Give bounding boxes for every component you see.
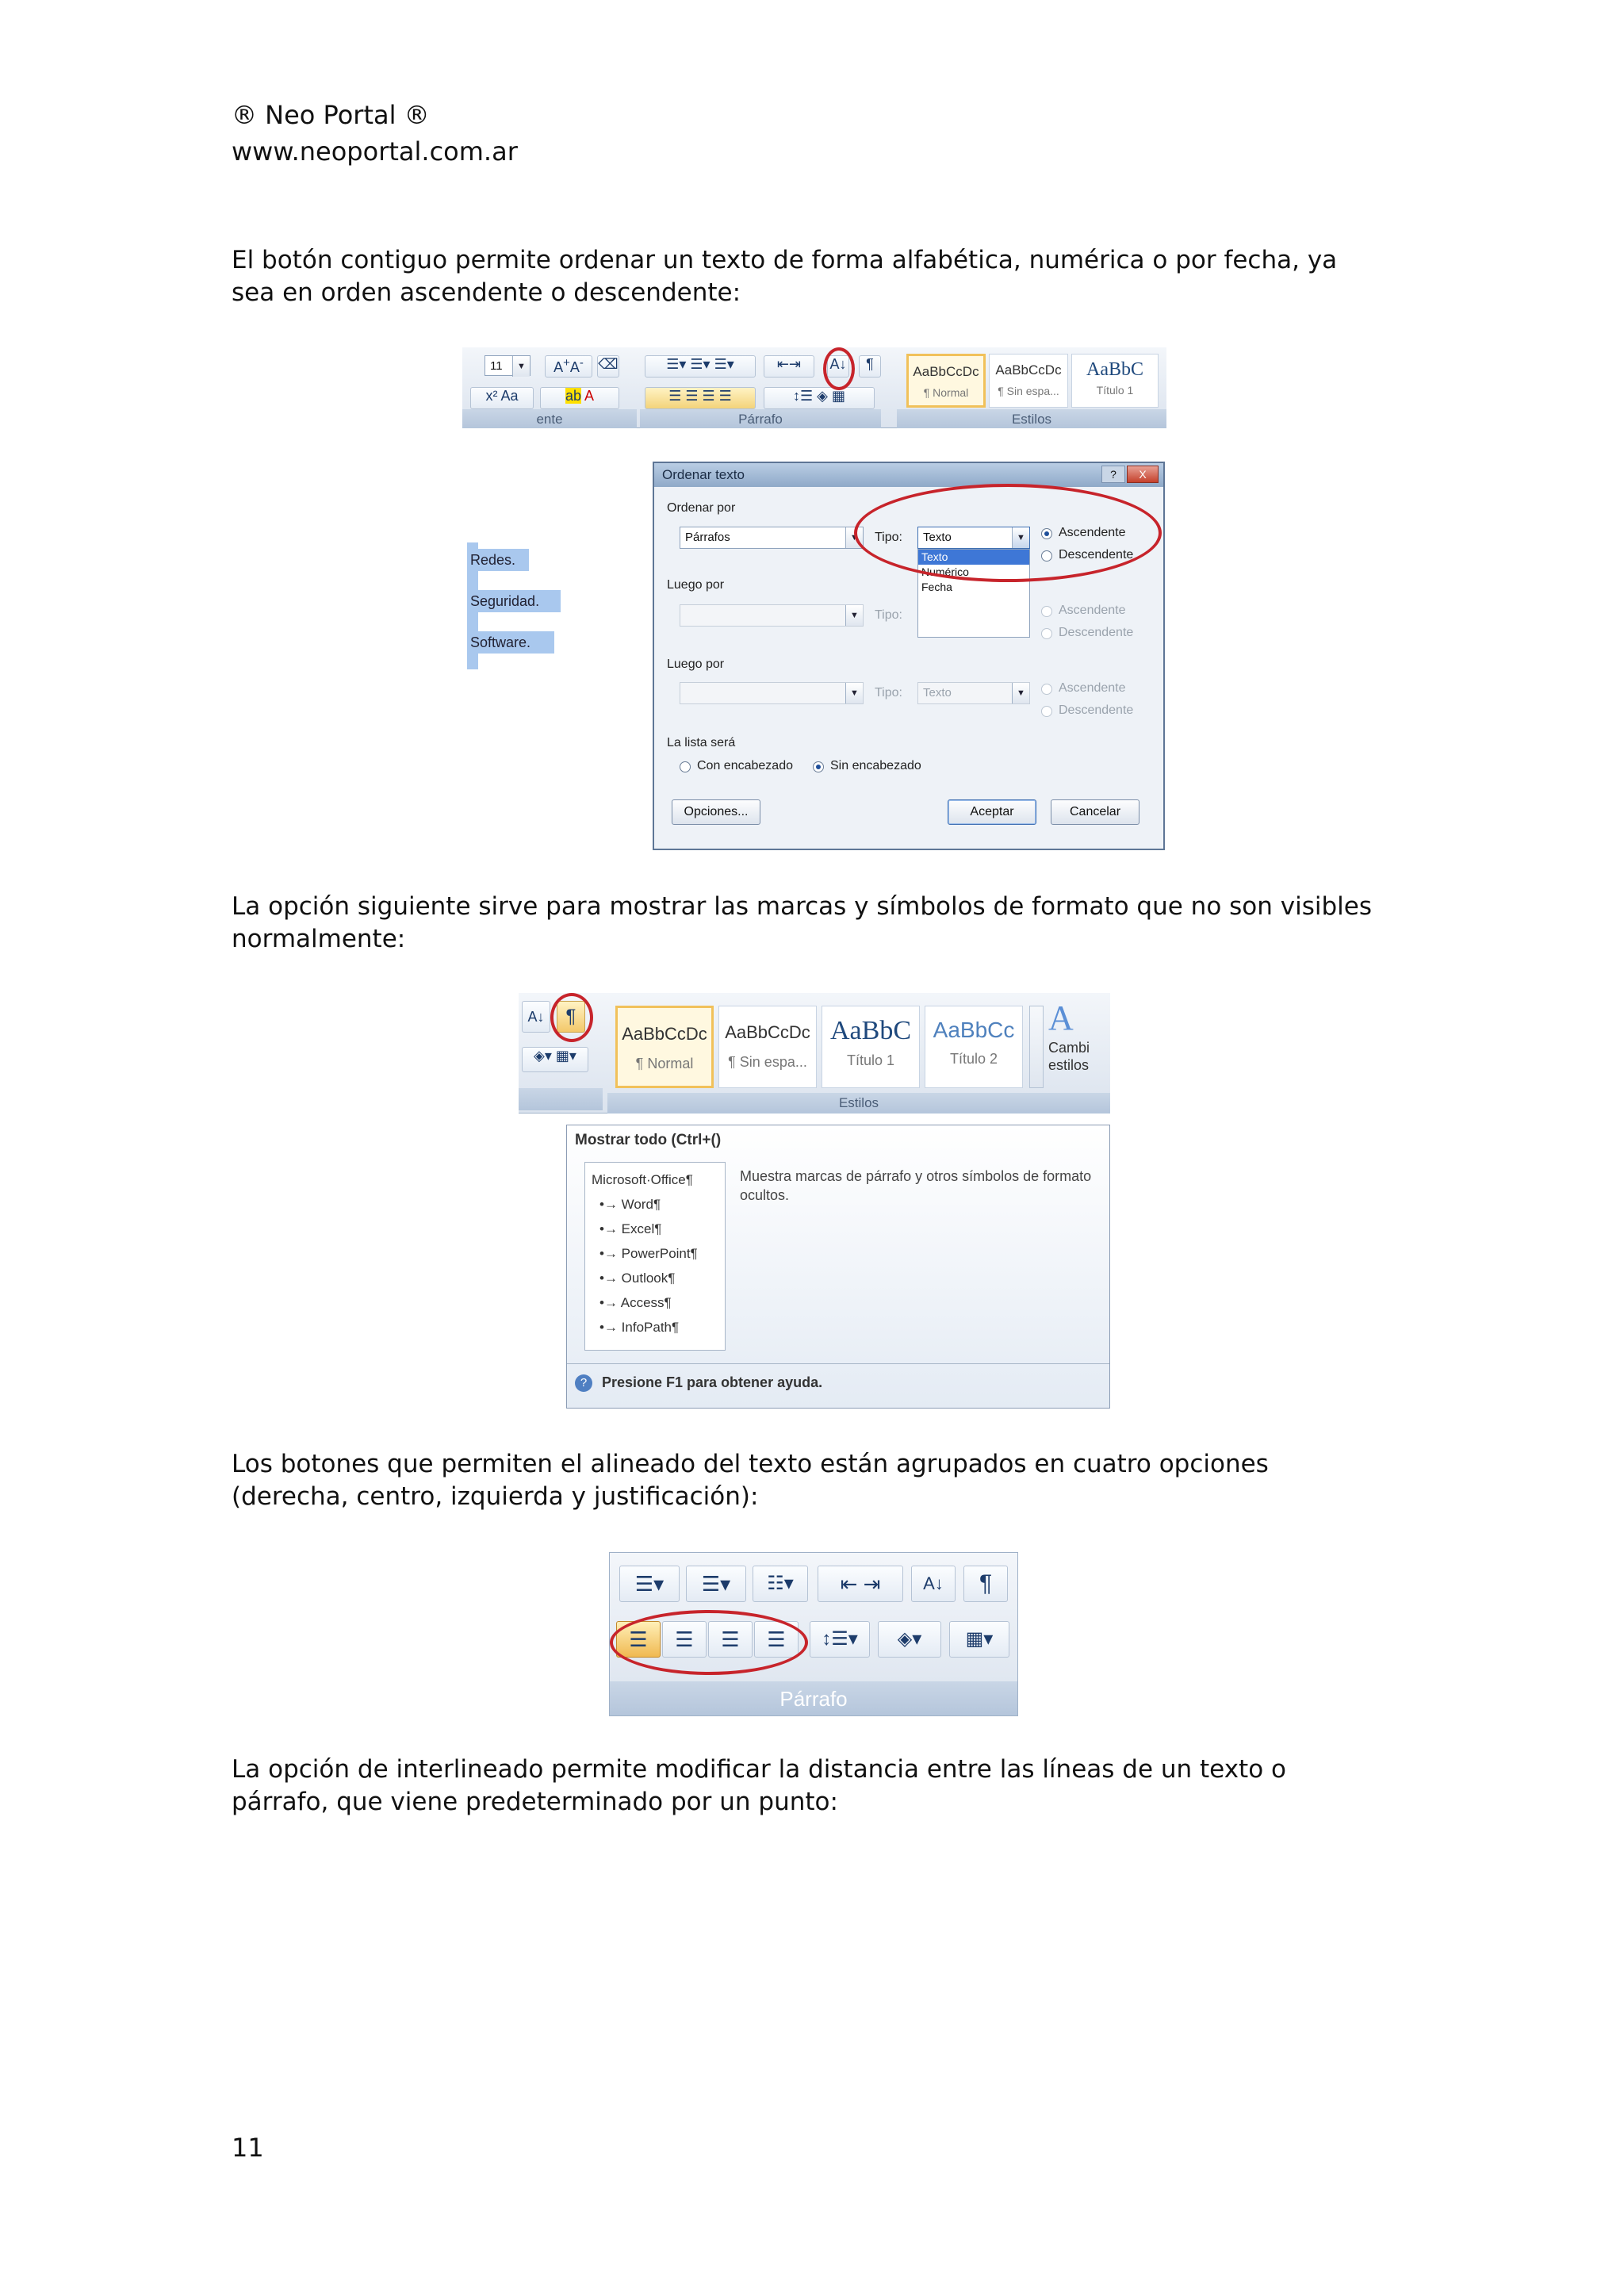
- style-normal[interactable]: [906, 354, 986, 408]
- options-label: Opciones...: [684, 805, 749, 818]
- style-name: ¶ Sin espa...: [998, 385, 1059, 397]
- sample-line: •→ Word¶: [599, 1197, 661, 1212]
- luego-por-label: Luego por: [667, 657, 725, 671]
- sort-icon: A↓: [923, 1573, 944, 1593]
- ribbon: [519, 993, 1110, 1114]
- luego-por-label: Luego por: [667, 578, 725, 592]
- tooltip-preview: [584, 1162, 726, 1351]
- chevron-down-icon: ▼: [1012, 527, 1029, 548]
- selected-line: Software.: [467, 631, 554, 654]
- tooltip-divider: [567, 1363, 1109, 1364]
- type-option[interactable]: Fecha: [921, 581, 952, 593]
- paragraph-show-all: La opción siguiente sirve para mostrar las marcas y símbolos de formato que no son visibles normalmente:: [232, 892, 1372, 953]
- group-estilos-label: Estilos: [1011, 412, 1052, 427]
- dialog-title: Ordenar texto: [662, 467, 745, 482]
- styles-icon: A: [1048, 999, 1074, 1037]
- style-titulo-2[interactable]: [925, 1006, 1023, 1088]
- subscript-button[interactable]: x² Aa: [470, 387, 534, 409]
- close-icon: X: [1139, 468, 1147, 481]
- sample-line: •→ PowerPoint¶: [599, 1246, 698, 1261]
- line-spacing-button[interactable]: ↕☰▾: [810, 1621, 870, 1658]
- figure-paragraph-group: [609, 1552, 1018, 1716]
- style-preview: AaBbC: [1086, 359, 1143, 380]
- group-parrafo-label: Párrafo: [738, 412, 783, 427]
- indent-buttons[interactable]: ⇤ ⇥: [818, 1566, 903, 1602]
- clear-format-button[interactable]: ⌫: [597, 355, 619, 378]
- indent-buttons[interactable]: ⇤⇥: [764, 355, 814, 378]
- sort-button[interactable]: [522, 1001, 550, 1033]
- sort-dialog: [653, 462, 1165, 850]
- style-preview: AaBbCcDc: [725, 1022, 810, 1042]
- pilcrow-button[interactable]: ¶: [859, 355, 881, 378]
- help-icon: ?: [1110, 468, 1116, 481]
- figure-sort-dialog: [462, 347, 1166, 853]
- type-option[interactable]: Numérico: [921, 565, 969, 578]
- sort-by-combo[interactable]: [680, 527, 864, 549]
- selected-line: Seguridad.: [467, 590, 561, 612]
- sort-button[interactable]: A↓: [827, 355, 849, 378]
- align-center-button[interactable]: ☰: [662, 1621, 707, 1658]
- chevron-down-icon: ▼: [1012, 683, 1029, 703]
- highlight-button[interactable]: ab A: [540, 387, 619, 409]
- la-lista-label: La lista será: [667, 736, 736, 749]
- sin-encabezado-radio[interactable]: [813, 761, 824, 772]
- group-fuente: [462, 409, 637, 428]
- pilcrow-button[interactable]: [963, 1566, 1008, 1602]
- help-icon: ?: [575, 1374, 592, 1392]
- style-name: Título 2: [949, 1051, 998, 1067]
- ascendente-radio[interactable]: [1041, 684, 1052, 695]
- group-parrafo: [610, 1681, 1017, 1716]
- con-encabezado-label: Con encabezado: [697, 759, 793, 772]
- tooltip-description: Muestra marcas de párrafo y otros símbolos de formato ocultos.: [740, 1168, 1092, 1203]
- group-parrafo: [640, 409, 881, 428]
- bullets-button[interactable]: ☰▾: [619, 1566, 680, 1602]
- ribbon: [462, 347, 1166, 428]
- sort-button[interactable]: [911, 1566, 956, 1602]
- list-buttons[interactable]: ☰▾ ☰▾ ☰▾: [645, 355, 756, 378]
- descendente-label: Descendente: [1059, 626, 1134, 639]
- align-buttons[interactable]: ☰ ☰ ☰ ☰: [645, 387, 756, 409]
- pilcrow-icon: ¶: [565, 1006, 576, 1027]
- ordenar-por-label: Ordenar por: [667, 501, 736, 515]
- style-preview: AaBbC: [830, 1016, 911, 1045]
- highlight-ring: [823, 347, 855, 390]
- chevron-down-icon: ▼: [512, 356, 530, 377]
- descendente-label: Descendente: [1059, 703, 1134, 717]
- tooltip-title: Mostrar todo (Ctrl+(): [575, 1132, 722, 1148]
- sort-by-value: Párrafos: [685, 531, 730, 544]
- font-size-combo[interactable]: [485, 355, 530, 376]
- style-sin-espaciado[interactable]: [989, 354, 1068, 408]
- style-name: Título 1: [1096, 384, 1134, 397]
- style-preview: AaBbCcDc: [622, 1024, 707, 1044]
- accept-button[interactable]: [948, 799, 1036, 825]
- spacing-buttons[interactable]: ↕☰ ◈ ▦: [764, 387, 875, 409]
- tipo-label: Tipo:: [875, 608, 902, 622]
- sample-line: Microsoft·Office¶: [592, 1172, 693, 1187]
- site-url: www.neoportal.com.ar: [232, 136, 518, 167]
- type-value: Texto: [923, 531, 952, 544]
- sort-icon: A↓: [527, 1009, 545, 1025]
- ascendente-label: Ascendente: [1059, 604, 1126, 617]
- brand-line: ® Neo Portal ®: [232, 100, 430, 130]
- type-option[interactable]: Texto: [918, 550, 1029, 565]
- pilcrow-icon: ¶: [979, 1570, 993, 1596]
- options-button[interactable]: [672, 799, 760, 825]
- ascendente-label: Ascendente: [1059, 681, 1126, 695]
- then-by-combo[interactable]: [680, 682, 864, 704]
- numbering-button[interactable]: ☰▾: [686, 1566, 746, 1602]
- sample-line: •→ Outlook¶: [599, 1271, 676, 1286]
- con-encabezado-radio[interactable]: [680, 761, 691, 772]
- grow-font-button[interactable]: A+A-: [545, 355, 592, 378]
- descendente-label: Descendente: [1059, 548, 1134, 562]
- chevron-down-icon: ▼: [845, 605, 863, 626]
- group-estilos: [897, 409, 1166, 428]
- style-name: ¶ Sin espa...: [728, 1054, 807, 1070]
- paragraph-alignment: Los botones que permiten el alineado del texto están agrupados en cuatro opciones (derecha, centro, izquierda y justificación):: [232, 1450, 1269, 1511]
- tipo-label: Tipo:: [875, 531, 902, 544]
- accept-label: Aceptar: [970, 805, 1014, 818]
- style-name: Título 1: [846, 1052, 895, 1068]
- group-parrafo-label: Párrafo: [779, 1687, 848, 1711]
- tooltip-help: Presione F1 para obtener ayuda.: [602, 1374, 823, 1390]
- sample-line: •→ Excel¶: [599, 1221, 662, 1236]
- sample-line: •→ InfoPath¶: [599, 1320, 680, 1335]
- change-styles-label-2: estilos: [1048, 1057, 1090, 1073]
- border-buttons[interactable]: ◈▾ ▦▾: [522, 1047, 588, 1072]
- selected-line: Redes.: [467, 549, 529, 571]
- style-preview: AaBbCcDc: [995, 362, 1062, 378]
- gallery-scrollbar[interactable]: [1029, 1006, 1044, 1088]
- dialog-titlebar: [654, 463, 1163, 487]
- font-size-value: 11: [490, 359, 503, 373]
- style-sin-espaciado[interactable]: [718, 1006, 817, 1088]
- paragraph-sort: El botón contiguo permite ordenar un texto de forma alfabética, numérica o por fecha, ya sea en orden ascendente o descendente:: [232, 246, 1338, 307]
- ascendente-radio[interactable]: [1041, 606, 1052, 617]
- group-estilos-label: Estilos: [838, 1095, 879, 1110]
- justify-button[interactable]: ☰: [754, 1621, 799, 1658]
- type-value: Texto: [923, 686, 952, 700]
- multilevel-button[interactable]: ☷▾: [753, 1566, 808, 1602]
- style-titulo-1[interactable]: [822, 1006, 920, 1088]
- cancel-label: Cancelar: [1069, 805, 1121, 818]
- chevron-down-icon: ▼: [845, 527, 863, 548]
- figure-show-all: [519, 993, 1110, 1411]
- descendente-radio[interactable]: [1041, 706, 1052, 717]
- highlight-ring: [854, 484, 1162, 582]
- help-button[interactable]: [1101, 466, 1125, 483]
- highlight-ring: [550, 993, 593, 1042]
- close-button[interactable]: [1127, 466, 1159, 483]
- group-fuente-label: ente: [536, 412, 563, 427]
- align-right-button[interactable]: ☰: [708, 1621, 753, 1658]
- style-name: ¶ Normal: [635, 1056, 694, 1071]
- style-name: ¶ Normal: [923, 386, 969, 399]
- page-number: 11: [232, 2133, 264, 2163]
- tipo-label: Tipo:: [875, 686, 902, 700]
- then-by-combo[interactable]: [680, 604, 864, 627]
- change-styles-button[interactable]: [1048, 998, 1109, 1087]
- sample-line: •→ Access¶: [599, 1295, 672, 1310]
- paragraph-spacing: La opción de interlineado permite modificar la distancia entre las líneas de un texto o párrafo, que viene predeterminado por un punto:: [232, 1755, 1286, 1816]
- shading-button[interactable]: ◈▾: [878, 1621, 941, 1658]
- borders-button[interactable]: ▦▾: [949, 1621, 1009, 1658]
- tooltip: [566, 1125, 1110, 1409]
- style-titulo-1[interactable]: [1071, 354, 1159, 408]
- group-parrafo: [519, 1088, 603, 1110]
- descendente-radio[interactable]: [1041, 628, 1052, 639]
- highlight-ring: [610, 1610, 808, 1675]
- style-normal[interactable]: [615, 1006, 714, 1088]
- style-preview: AaBbCcDc: [913, 364, 979, 379]
- group-estilos: [607, 1093, 1110, 1114]
- change-styles-label: Cambi: [1048, 1040, 1090, 1056]
- align-left-button[interactable]: ☰: [616, 1621, 661, 1658]
- type-combo[interactable]: [917, 682, 1030, 704]
- cancel-button[interactable]: [1051, 799, 1139, 825]
- style-preview: AaBbCc: [933, 1018, 1015, 1042]
- chevron-down-icon: ▼: [845, 683, 863, 703]
- ascendente-label: Ascendente: [1059, 526, 1126, 539]
- sin-encabezado-label: Sin encabezado: [830, 759, 921, 772]
